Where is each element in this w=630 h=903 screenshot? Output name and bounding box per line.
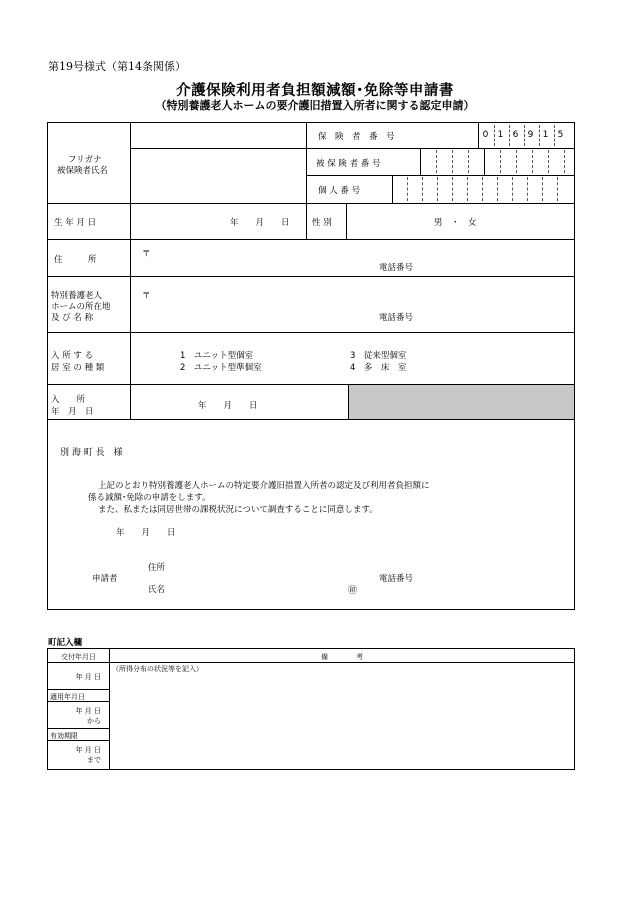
admission-label-line2: 年 月 日 [51, 407, 94, 417]
furigana-label: フリガナ [68, 155, 102, 165]
applicant-label: 申請者 [92, 574, 118, 584]
statement-line1: 上記のとおり特別養護老人ホームの特定要介護旧措置入所者の認定及び利用者負担額に [98, 481, 430, 491]
town-entry-table [47, 648, 575, 770]
statement-line3: また、私または同居世帯の課税状況について調査することに同意します。 [98, 505, 378, 515]
room-option-unit-private[interactable]: 1 ユニット型個室 [180, 351, 254, 361]
admission-date-value[interactable]: 年 月 日 [198, 401, 258, 411]
address-label: 住 所 [54, 255, 97, 265]
address-field[interactable] [132, 241, 572, 274]
personal-number-label: 個 人 番 号 [318, 186, 361, 196]
room-type-label-line2: 居 室 の 種 類 [51, 363, 105, 373]
room-option-multi-bed[interactable]: 4 多 床 室 [350, 363, 407, 373]
insurer-digit: 1 [497, 130, 504, 140]
form-number: 第19号様式（第14条関係） [48, 60, 186, 73]
remarks-note: （所得分布の状況等を記入） [112, 665, 203, 673]
shaded-cell [349, 385, 574, 419]
facility-postal-mark: 〒 [142, 291, 151, 301]
facility-label-line1: 特別養護老人 [51, 291, 103, 301]
insured-name-label: 被保険者氏名 [57, 166, 109, 176]
postal-mark: 〒 [142, 249, 151, 259]
insured-number-label: 被 保 険 者 番 号 [316, 159, 381, 169]
insurer-digit: 9 [527, 130, 534, 140]
facility-label-line3: 及 び 名 称 [51, 313, 94, 323]
insurer-number-label: 保 険 者 番 号 [318, 132, 395, 142]
facility-phone-label: 電話番号 [379, 313, 414, 323]
issue-date-header: 交付年月日 [61, 653, 96, 661]
statement-line2: 係る減額･免除の申請をします。 [88, 493, 211, 503]
form-title: 介護保険利用者負担額減額･免除等申請書 [176, 83, 454, 99]
form-subtitle: （特別養護老人ホームの要介護旧措置入所者に関する認定申請） [155, 99, 475, 112]
valid-period-ymd: 年 月 日 [75, 746, 101, 754]
application-form [47, 122, 575, 610]
room-option-unit-semi-private[interactable]: 2 ユニット型準個室 [180, 363, 262, 373]
applied-date-ymd: 年 月 日 [75, 707, 101, 715]
valid-period-label: 有効期限 [50, 732, 78, 740]
applicant-phone-label: 電話番号 [379, 574, 414, 584]
applicant-address-label: 住所 [148, 563, 166, 573]
seal-mark: ㊞ [348, 586, 358, 596]
remarks-header: 備 考 [321, 653, 363, 661]
insurer-digit: 5 [557, 130, 564, 140]
town-section-label: 町記入欄 [48, 638, 83, 648]
address-phone-label: 電話番号 [379, 263, 414, 273]
applicant-name-label: 氏名 [148, 585, 166, 595]
facility-field[interactable] [132, 278, 572, 330]
sex-label: 性 別 [312, 218, 332, 228]
applied-from: から [87, 717, 101, 725]
insurer-digit: 6 [512, 130, 519, 140]
issue-date-ymd: 年 月 日 [75, 673, 101, 681]
application-date[interactable]: 年 月 日 [116, 528, 176, 538]
addressee: 別 海 町 長 様 [60, 448, 123, 458]
sex-value[interactable]: 男 ・ 女 [434, 218, 477, 228]
admission-label-line1: 入 所 [51, 395, 86, 405]
insured-name-field[interactable] [132, 150, 304, 202]
insurer-digit: 1 [542, 130, 549, 140]
applied-date-label: 適用年月日 [50, 693, 85, 701]
room-type-label-line1: 入 所 す る [51, 351, 94, 361]
birth-date-value[interactable]: 年 月 日 [230, 218, 290, 228]
valid-until: まで [87, 756, 101, 764]
facility-label-line2: ホームの所在地 [51, 302, 111, 312]
insurer-digit: 0 [482, 130, 489, 140]
room-option-conventional-private[interactable]: 3 従来型個室 [350, 351, 407, 361]
birth-date-label: 生 年 月 日 [54, 218, 97, 228]
